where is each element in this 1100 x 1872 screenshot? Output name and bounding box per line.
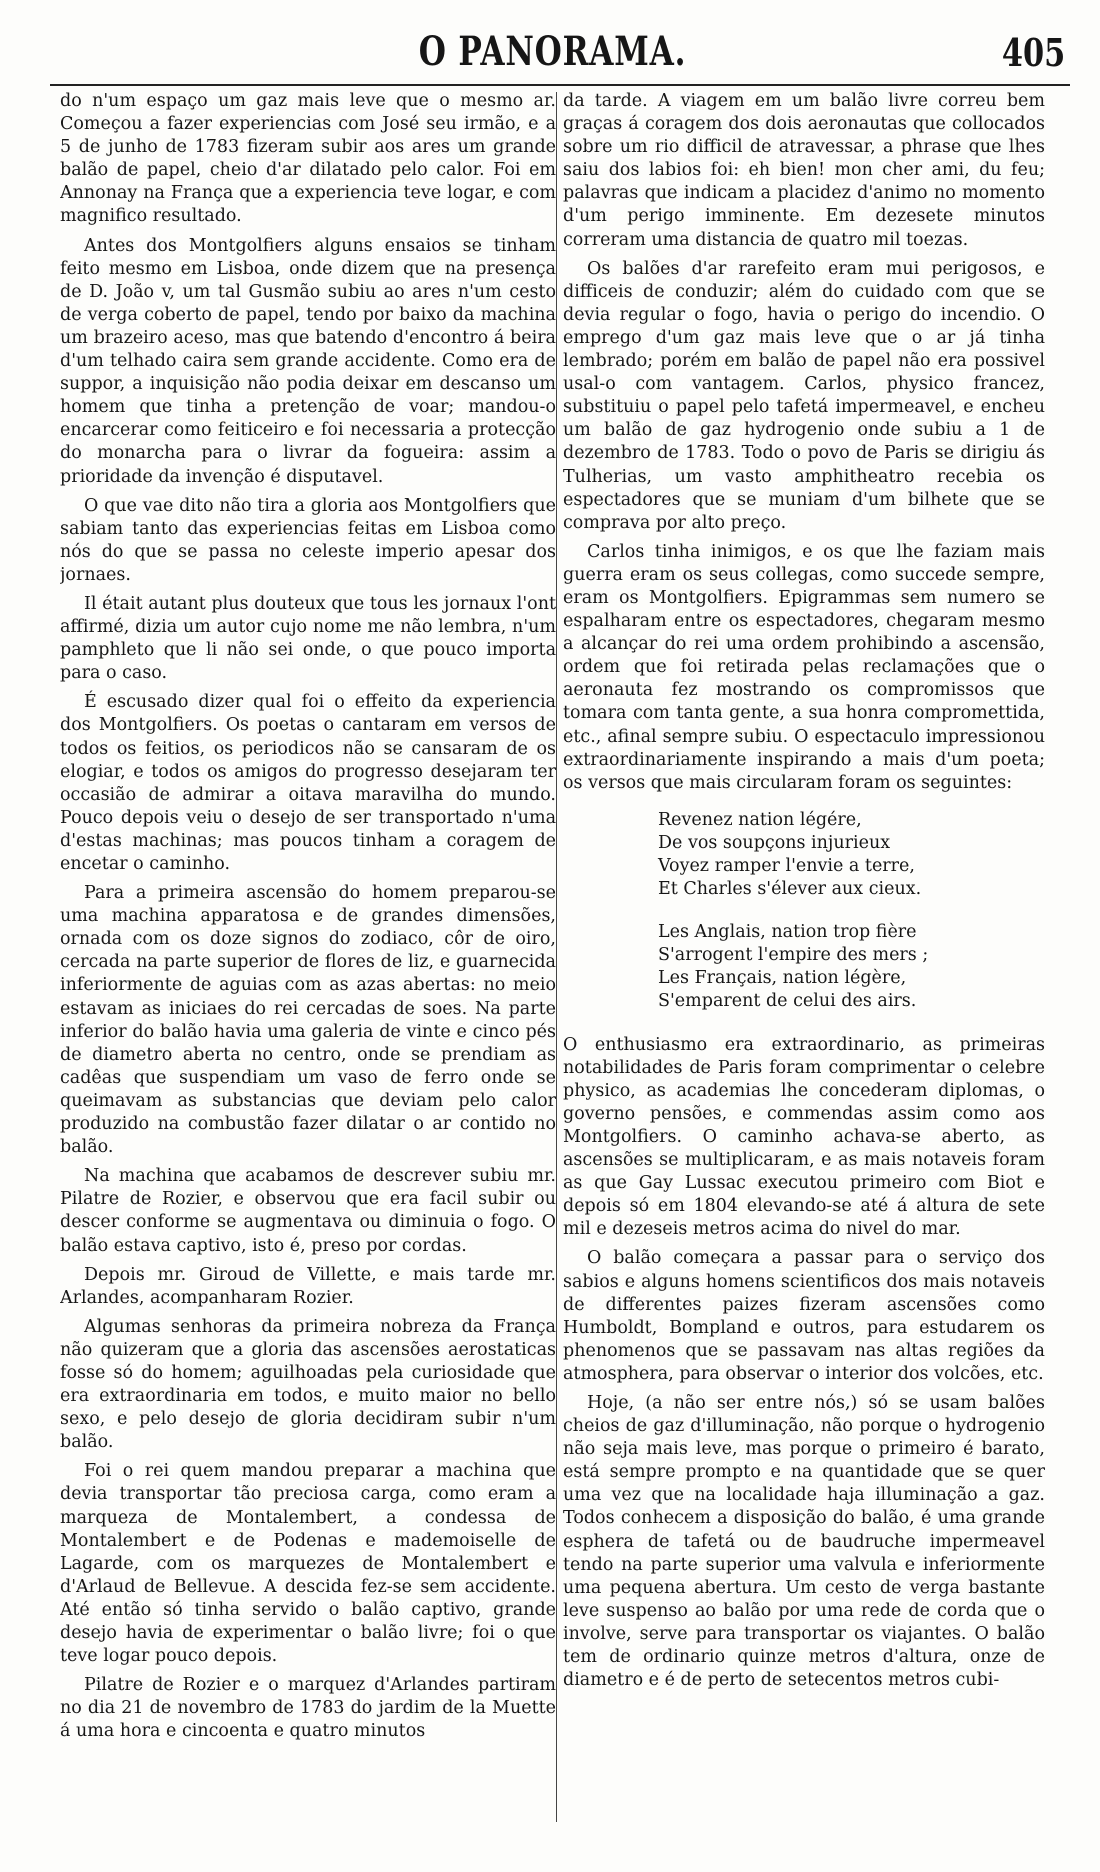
paragraph: É escusado dizer qual foi o effeito da experiencia dos Montgolfiers. Os poetas o cantaram em versos de todos os feitios, os periodicos não se cansaram de os elogiar, e todos os amigos do progresso desejaram ter occasião de admirar a oitava maravilha do mundo. Pouco depois veiu o desejo de ser transportado n'uma d'estas machinas; mas poucos tinham a coragem de encetar o caminho. — [60, 692, 556, 874]
header-rule — [50, 84, 1070, 86]
paragraph: da tarde. A viagem em um balão livre correu bem graças á coragem dos dois aeronautas que collocados sobre um rio difficil de atravessar, a phrase que lhes saiu dos labios foi: eh bien! mon cher ami, du feu; palavras que indicam a placidez d'animo no momento d'um perigo imminente. Em dezesete minutos correram uma distancia de quatro mil toezas. — [563, 91, 1045, 250]
page-header — [40, 18, 1065, 74]
paragraph: O balão começara a passar para o serviço dos sabios e alguns homens scientificos dos mais notaveis de differentes paizes fizeram ascensões como Humboldt, Bompland e outros, para estudarem os phenomenos que se passavam nas altas regiões da atmosphera, para observar o interior dos volcões, etc. — [563, 1248, 1045, 1384]
right-column — [563, 90, 1045, 1850]
paragraph: do n'um espaço um gaz mais leve que o mesmo ar. Começou a fazer experiencias com José seu irmão, e a 5 de junho de 1783 fizeram subir aos ares um grande balão de papel, cheio d'ar dilatado pelo calor. Foi em Annonay na França que a experiencia teve logar, e com magnifico resultado. — [60, 91, 556, 227]
left-column — [60, 90, 556, 1850]
paragraph: Para a primeira ascensão do homem preparou-se uma machina apparatosa e de grandes dimensões, ornada com os doze signos do zodiaco, côr de oiro, cercada na parte superior de flores de liz, e guarnecida inferiormente de aguias com as azas abertas: no meio estavam as iniciaes do rei cercadas de soes. Na parte inferior do balão havia uma galeria de vinte e cinco pés de diametro aberta no centro, onde se prendiam as cadêas que suspendiam um vaso de ferro onde se queimavam as substancias que deviam pelo calor produzido na combustão fazer dilatar o ar contido no balão. — [60, 883, 556, 1158]
poem-line: De vos soupçons injurieux — [658, 832, 891, 853]
poem-line: Les Français, nation légère, — [658, 968, 907, 989]
poem-line: S'emparent de celui des airs. — [658, 991, 917, 1012]
page-number: 405 — [1001, 30, 1065, 75]
poem-stanza — [658, 809, 1045, 901]
paragraph: Il était autant plus douteux que tous les jornaux l'ont affirmé, dizia um autor cujo nome me não lembra, n'um pamphleto que li não sei onde, o que pouco importa para o caso. — [60, 593, 556, 684]
paragraph: Depois mr. Giroud de Villette, e mais tarde mr. Arlandes, acompanharam Rozier. — [60, 1264, 556, 1308]
publication-title: O PANORAMA. — [418, 28, 687, 75]
paragraph: Carlos tinha inimigos, e os que lhe faziam mais guerra eram os seus collegas, como succede sempre, eram os Montgolfiers. Epigrammas sem numero se espalharam entre os espectadores, chegaram mesmo a alcançar do rei uma ordem prohibindo a ascensão, ordem que foi retirada pelas reclamações que o aeronauta fez mostrando os compromissos que tomara com tanta gente, a sua honra compromettida, etc., afinal sempre subiu. O espectaculo impressionou extraordinariamente inspirando a mais d'um poeta; os versos que mais circularam foram os seguintes: — [563, 541, 1045, 793]
paragraph: Na machina que acabamos de descrever subiu mr. Pilatre de Rozier, e observou que era facil subir ou descer conforme se augmentava ou diminuia o fogo. O balão estava captivo, isto é, preso por cordas. — [60, 1166, 556, 1256]
paragraph: Algumas senhoras da primeira nobreza da França não quizeram que a gloria das ascensões aerostaticas fosse só do homem; aguilhoadas pela curiosidade que era extraordinaria em todos, e muito maior no bello sexo, e pelo desejo de gloria decidiram subir n'um balão. — [60, 1316, 556, 1453]
paragraph: Hoje, (a não ser entre nós,) só se usam balões cheios de gaz d'illuminação, não porque o hydrogenio não seja mais leve, mas porque o primeiro é barato, está sempre prompto e na quantidade que se quer uma vez que na localidade haja illuminação a gaz. Todos conhecem a disposição do balão, é uma grande esphera de tafetá ou de baudruche impermeavel tendo na parte superior uma valvula e inferiormente uma pequena abertura. Um cesto de verga bastante leve suspenso ao balão por uma rede de corda que o involve, serve para transportar os viajantes. O balão tem de ordinario quinze metros d'altura, onze de diametro e é de perto de setecentos metros cubi- — [563, 1392, 1045, 1691]
paragraph: Pilatre de Rozier e o marquez d'Arlandes partiram no dia 21 de novembro de 1783 do jardim de la Muette á uma hora e cincoenta e quatro minutos — [60, 1675, 556, 1742]
poem-line: Revenez nation légére, — [658, 809, 862, 830]
column-divider — [556, 92, 557, 1822]
poem-line: Les Anglais, nation trop fière — [658, 922, 917, 943]
paragraph: Foi o rei quem mandou preparar a machina que devia transportar tão preciosa carga, como eram a marqueza de Montalembert, a condessa de Montalembert e de Podenas e mademoiselle de Lagarde, com os marquezes de Montalembert e d'Arlaud de Bellevue. A descida fez-se sem accidente. Até então só tinha servido o balão captivo, grande desejo havia de experimentar o balão livre; foi o que teve logar pouco depois. — [60, 1461, 556, 1667]
poem-line: S'arrogent l'empire des mers ; — [658, 945, 929, 966]
poem-line: Et Charles s'élever aux cieux. — [658, 879, 922, 900]
paragraph: Antes dos Montgolfiers alguns ensaios se tinham feito mesmo em Lisboa, onde dizem que na presença de D. João v, um tal Gusmão subiu ao ares n'um cesto de verga coberto de papel, tendo por baixo da machina um brazeiro aceso, mas que batendo d'encontro á beira d'um telhado caira sem grande accidente. Como era de suppor, a inquisição não podia deixar em descanso um homem que tinha a pretenção de voar; mandou-o encarcerar como feiticeiro e foi necessaria a protecção do monarcha para o livrar da fogueira: assim a prioridade da invenção é disputavel. — [60, 235, 556, 487]
poem-line: Voyez ramper l'envie a terre, — [658, 856, 915, 876]
paragraph: O que vae dito não tira a gloria aos Montgolfiers que sabiam tanto das experiencias feitas em Lisboa como nós do que se passa no celeste imperio apesar dos jornaes. — [60, 495, 556, 585]
paragraph: O enthusiasmo era extraordinario, as primeiras notabilidades de Paris foram comprimentar o celebre physico, as academias lhe concederam diplomas, o governo pensões, e commendas assim como aos Montgolfiers. O caminho achava-se aberto, as ascensões se multiplicaram, e as mais notaveis foram as que Gay Lussac executou primeiro com Biot e depois só em 1804 elevando-se até á altura de sete mil e dezeseis metros acima do nivel do mar. — [563, 1034, 1045, 1240]
poem — [658, 809, 1045, 1014]
paragraph: Os balões d'ar rarefeito eram mui perigosos, e difficeis de conduzir; além do cuidado com que se devia regular o fogo, havia o perigo do incendio. O emprego d'um gaz mais leve que o ar já tinha lembrado; porém em balão de papel não era possivel usal-o com vantagem. Carlos, physico francez, substituiu o papel pelo tafetá impermeavel, e encheu um balão de gaz hydrogenio onde subiu a 1 de dezembro de 1783. Todo o povo de Paris se dirigiu ás Tulherias, um vasto amphitheatro recebia os espectadores que se muniam d'um bilhete que se comprava por alto preço. — [563, 258, 1045, 533]
poem-stanza — [658, 921, 1045, 1013]
